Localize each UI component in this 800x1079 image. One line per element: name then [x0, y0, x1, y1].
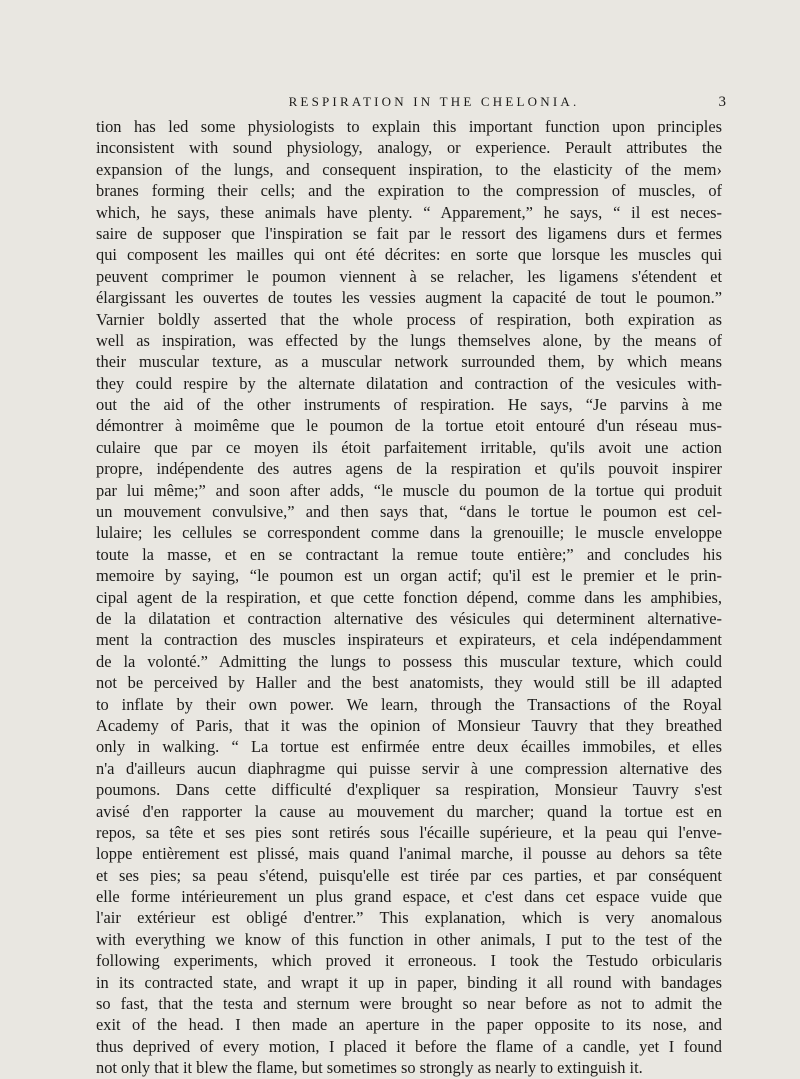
text-line: lulaire; les cellules se correspondent comme dans la grenouille; le muscle enveloppe	[96, 523, 722, 543]
text-line: Varnier boldly asserted that the whole process of respiration, both expiration as	[96, 309, 722, 329]
page-number: 3	[718, 94, 726, 110]
text-line: exit of the head. I then made an aperture in the paper opposite to its nose, and	[96, 1015, 722, 1035]
text-line: not only that it blew the flame, but sometimes so strongly as nearly to extinguish it.	[96, 1058, 643, 1078]
text-line: peuvent comprimer le poumon viennent à se relacher, les ligamens s'étendent et	[96, 266, 722, 286]
text-line: following experiments, which proved it erroneous. I took the Testudo orbicularis	[96, 951, 722, 971]
text-line: culaire que par ce moyen ils étoit parfaitement irritable, qu'ils avoit une action	[96, 437, 722, 457]
text-line: un mouvement convulsive,” and then says that, “dans le tortue le poumon est cel-	[96, 502, 722, 522]
text-line: poumons. Dans cette difficulté d'expliquer sa respiration, Monsieur Tauvry s'est	[96, 780, 722, 800]
text-line: toute la masse, et en se contractant la remue toute entière;” and concludes his	[96, 544, 722, 564]
body-text	[96, 116, 722, 1079]
text-line: thus deprived of every motion, I placed it before the flame of a candle, yet I found	[96, 1036, 722, 1056]
text-line: only in walking. “ La tortue est enfirmée entre deux écailles immobiles, et elles	[96, 737, 722, 757]
text-line: well as inspiration, was effected by the lungs themselves alone, by the means of	[96, 330, 722, 350]
text-line: not be perceived by Haller and the best anatomists, they would still be ill adapted	[96, 673, 722, 693]
text-line: avisé d'en rapporter la cause au mouvement du marcher; quand la tortue est en	[96, 801, 722, 821]
text-line: which, he says, these animals have plenty. “ Apparement,” he says, “ il est neces-	[96, 202, 722, 222]
text-line: in its contracted state, and wrapt it up in paper, binding it all round with bandages	[96, 972, 722, 992]
running-head: RESPIRATION IN THE CHELONIA.	[288, 94, 580, 109]
text-line: qui composent les mailles qui ont été décrites: en sorte que lorsque les muscles qui	[96, 245, 722, 265]
text-line: their muscular texture, as a muscular network surrounded them, by which means	[96, 352, 722, 372]
text-line: ment la contraction des muscles inspirateurs et expirateurs, et cela indépendamment	[96, 630, 722, 650]
text-line: par lui même;” and soon after adds, “le muscle du poumon de la tortue qui produit	[96, 480, 722, 500]
text-line: l'air extérieur est obligé d'entrer.” This explanation, which is very anomalous	[96, 908, 722, 928]
text-line: loppe entièrement est plissé, mais quand l'animal marche, il pousse au dehors sa tête	[96, 844, 722, 864]
text-line: expansion of the lungs, and consequent inspiration, to the elasticity of the mem›	[96, 159, 722, 179]
text-line: branes forming their cells; and the expiration to the compression of muscles, of	[96, 181, 722, 201]
text-line: et ses pies; sa peau s'étend, puisqu'elle est tirée par ces parties, et par conséquent	[96, 865, 722, 885]
text-line: tion has led some physiologists to explain this important function upon principles	[96, 117, 722, 136]
text-line: Academy of Paris, that it was the opinion of Monsieur Tauvry that they breathed	[96, 715, 722, 735]
text-line: propre, indépendente des autres agens de la respiration et qu'ils pouvoit inspirer	[96, 459, 722, 479]
text-line: de la volonté.” Admitting the lungs to possess this muscular texture, which could	[96, 651, 722, 671]
text-line: de la dilatation et contraction alternative des vésicules qui determinent alternative-	[96, 608, 722, 628]
text-line: saire de supposer que l'inspiration se fait par le ressort des ligamens durs et fermes	[96, 223, 722, 243]
text-line: they could respire by the alternate dilatation and contraction of the vesicules with-	[96, 373, 722, 393]
text-line: to inflate by their own power. We learn, through the Transactions of the Royal	[96, 694, 722, 714]
page-header	[150, 92, 726, 112]
text-line: memoire by saying, “le poumon est un organ actif; qu'il est le premier et le prin-	[96, 566, 722, 586]
text-line: cipal agent de la respiration, et que cette fonction dépend, comme dans les amphibies,	[96, 587, 722, 607]
text-line: out the aid of the other instruments of respiration. He says, “Je parvins à me	[96, 395, 722, 415]
text-line: elle forme intérieurement un plus grand espace, et c'est dans cet espace vuide que	[96, 887, 722, 907]
text-line: démontrer à moimême que le poumon de la tortue etoit entouré d'un réseau mus-	[96, 416, 722, 436]
text-line: élargissant les ouvertes de toutes les vessies augment la capacité de tout le poumon.”	[96, 288, 722, 308]
text-line: repos, sa tête et ses pies sont retirés sous l'écaille supérieure, et la peau qui l'enve-	[96, 822, 722, 842]
text-line: inconsistent with sound physiology, analogy, or experience. Perault attributes the	[96, 138, 722, 158]
text-line: with everything we know of this function in other animals, I put to the test of the	[96, 929, 722, 949]
text-line: so fast, that the testa and sternum were brought so near before as not to admit the	[96, 994, 722, 1014]
text-line: n'a d'ailleurs aucun diaphragme qui puisse servir à une compression alternative des	[96, 758, 722, 778]
